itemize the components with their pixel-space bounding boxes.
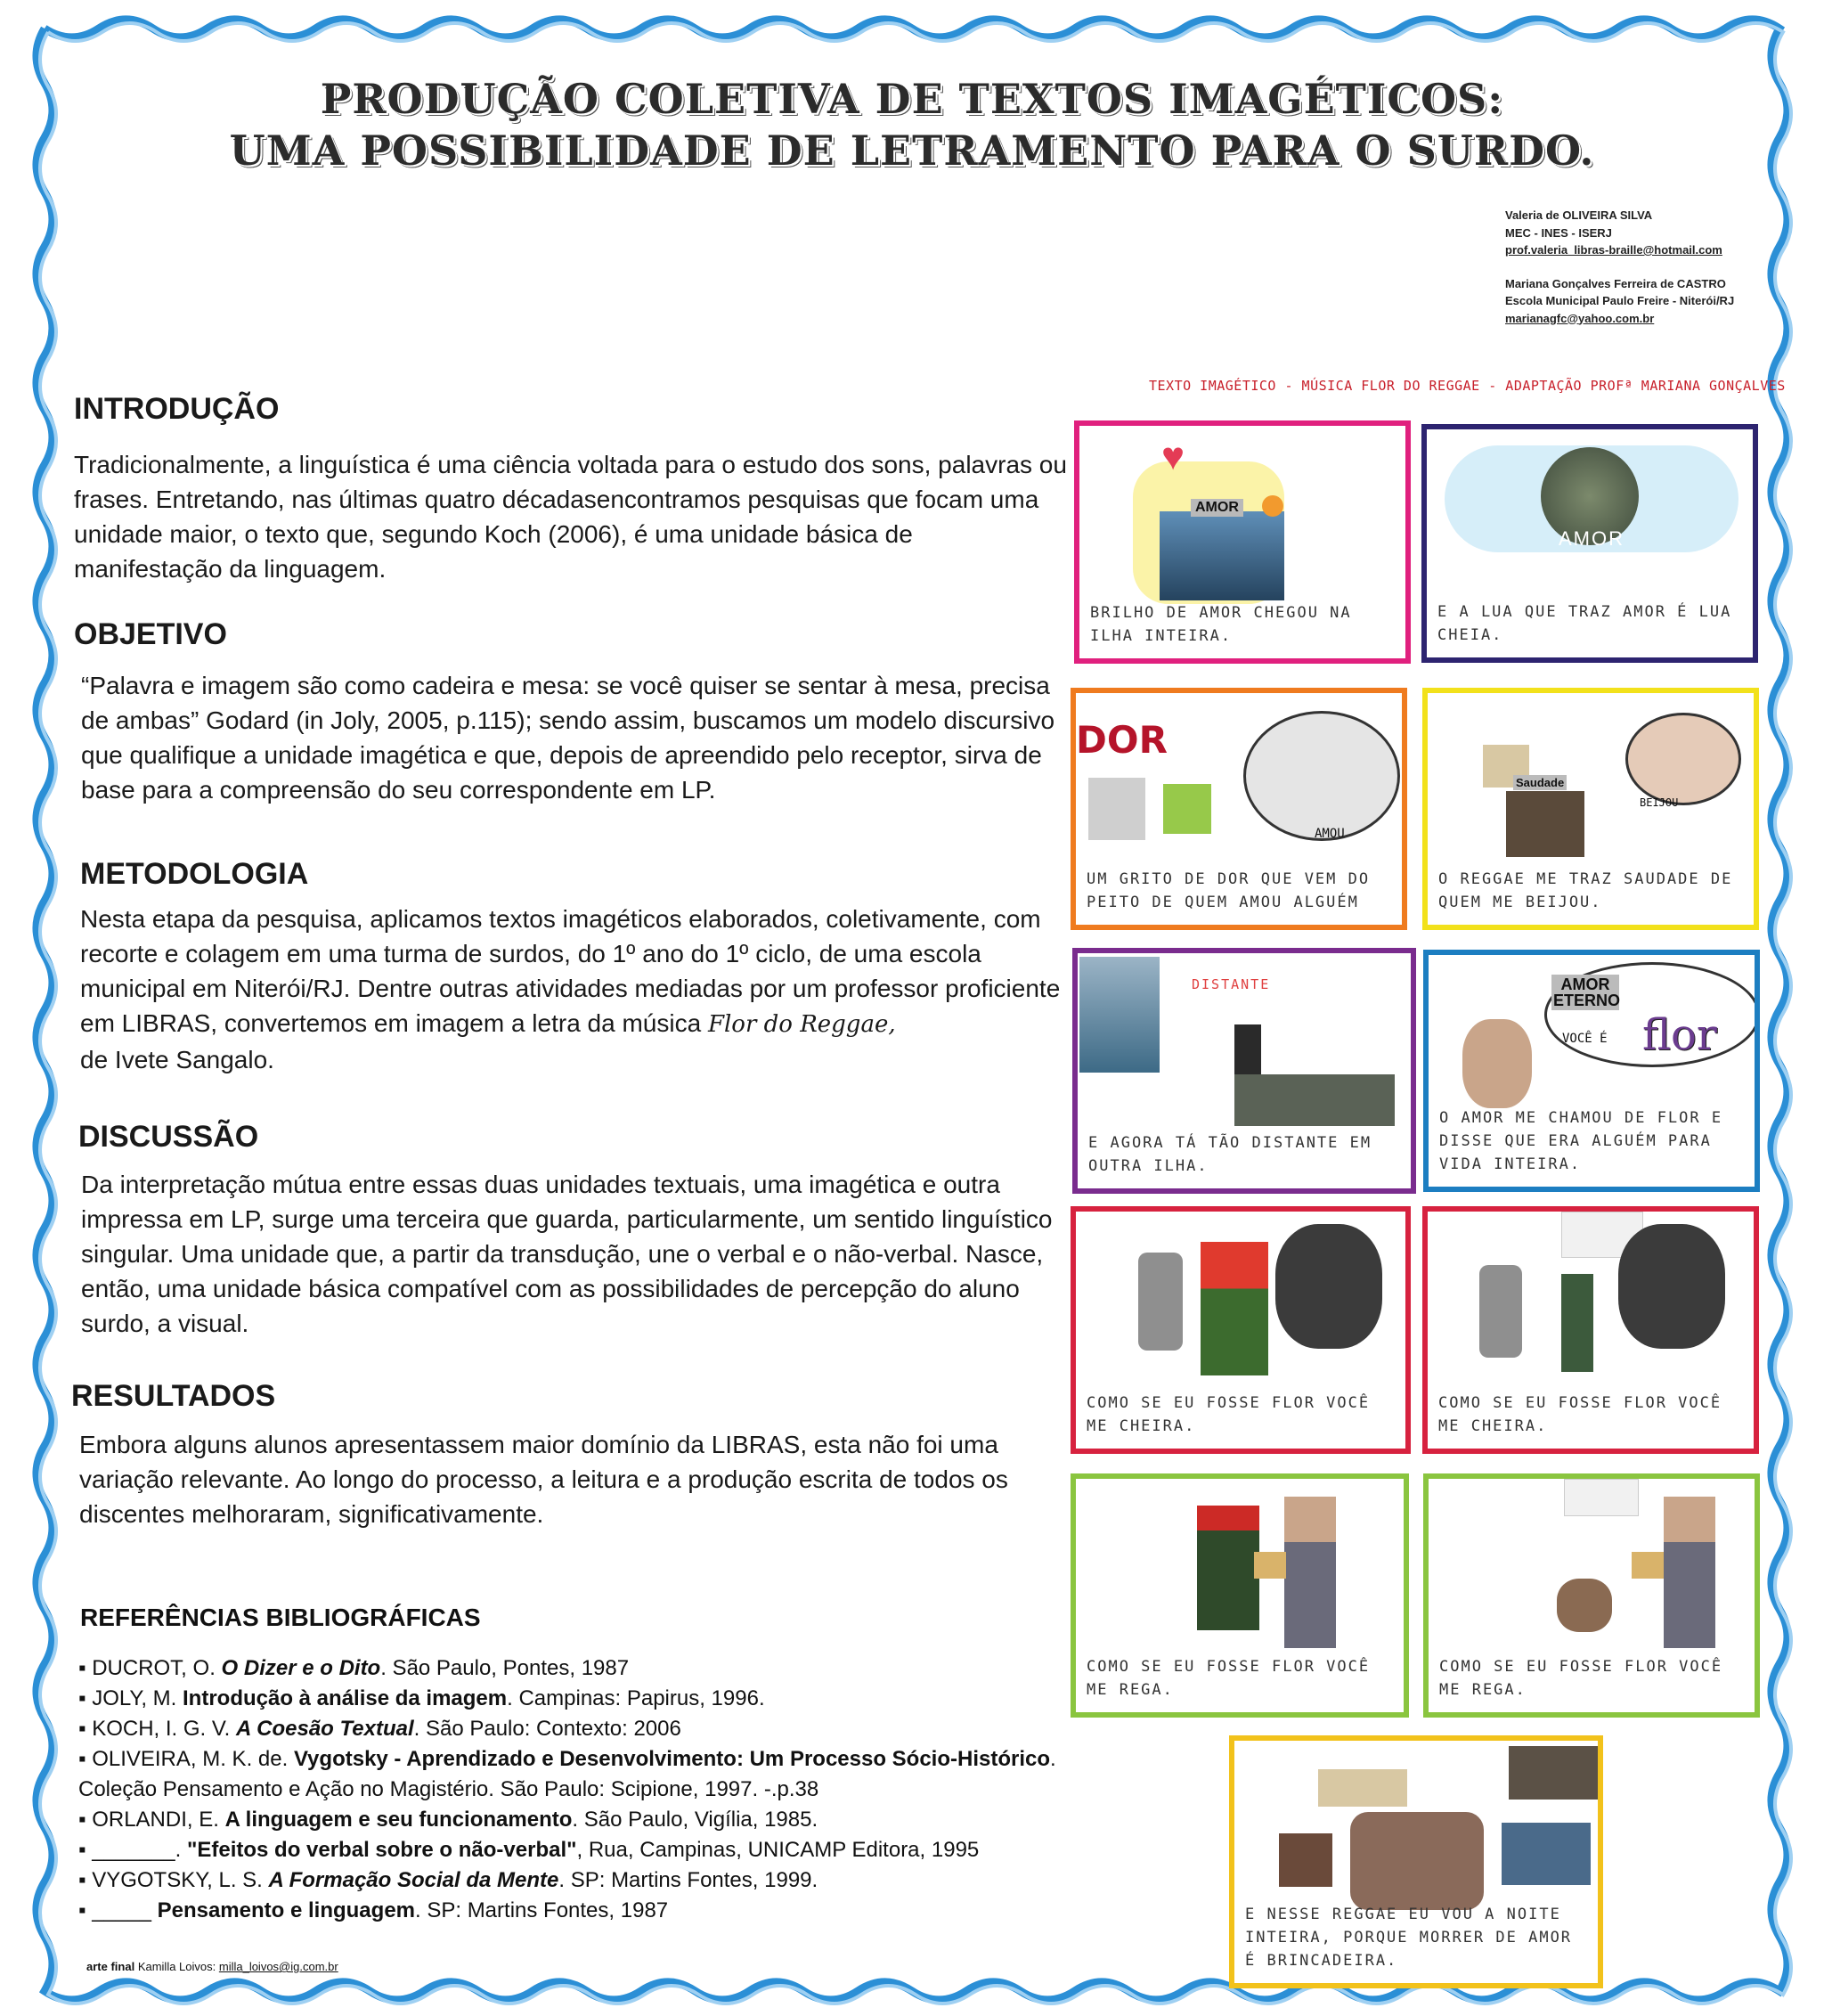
beach-photo	[1502, 1823, 1591, 1885]
authors-block	[1505, 207, 1734, 327]
woman-portrait	[1557, 1579, 1612, 1632]
panel-8	[1422, 1206, 1759, 1454]
heart-icon: ♥	[1161, 435, 1185, 478]
man-watering-photo	[1284, 1497, 1336, 1648]
kiss-photo	[1243, 711, 1400, 841]
panel-6	[1423, 950, 1760, 1192]
reference-details: . São Paulo, Pontes, 1987	[380, 1656, 630, 1680]
credit-label: arte final	[86, 1960, 135, 1973]
reference-author: VYGOTSKY, L. S.	[92, 1868, 269, 1892]
nose-photo	[1138, 1253, 1183, 1351]
panel-6-label3: flor	[1642, 1010, 1717, 1060]
dancing-crowd-photo	[1350, 1812, 1484, 1910]
bullet-icon: ▪	[78, 1747, 93, 1771]
woman-photo	[1561, 1274, 1593, 1372]
panel-2-caption: E A LUA QUE TRAZ AMOR É LUA CHEIA.	[1437, 603, 1732, 644]
panel-5-label: DISTANTE	[1192, 976, 1271, 992]
discussion-paragraph: Da interpretação mútua entre essas duas unidades textuais, uma imagética e outra impressa em LP, surge uma terceira que guarda, particularmente, um sentido linguístico singular. Uma unidade que, a partir da transdução, une o verbal e o não-verbal. Nasce, então, uma unidade básica compatível com as possibilidades de percepção do aluno surdo, a visual.	[81, 1171, 1053, 1337]
music-notes-shape	[1318, 1769, 1407, 1807]
reference-title: A Formação Social da Mente	[268, 1868, 559, 1892]
credit-email[interactable]: milla_loivos@ig.com.br	[218, 1960, 338, 1973]
reference-author: DUCROT, O.	[92, 1656, 222, 1680]
couple-photo-2	[1509, 1746, 1598, 1800]
panel-5	[1072, 948, 1416, 1194]
reference-title: Vygotsky - Aprendizado e Desenvolvimento: Um Processo Sócio-Histórico	[293, 1747, 1051, 1771]
discussion-heading: DISCUSSÃO	[78, 1120, 259, 1154]
reference-details: . SP: Martins Fontes, 1999.	[558, 1868, 818, 1892]
reference-author: OLIVEIRA, M. K. de.	[92, 1747, 294, 1771]
panel-1-caption: BRILHO DE AMOR CHEGOU NA ILHA INTEIRA.	[1090, 604, 1352, 645]
results-heading: RESULTADOS	[71, 1379, 276, 1413]
person-left-photo	[1279, 1833, 1332, 1887]
reference-item	[78, 1896, 1076, 1926]
panel-10	[1423, 1473, 1760, 1718]
reference-author: _______.	[92, 1838, 187, 1862]
man-watering-photo-2	[1664, 1497, 1715, 1648]
reference-item	[78, 1714, 1076, 1744]
author1-institution: MEC - INES - ISERJ	[1505, 225, 1612, 240]
poster-title-line2: UMA POSSIBILIDADE DE LETRAMENTO PARA O SURDO.	[229, 127, 1595, 175]
panel-3-label: DOR	[1076, 718, 1168, 762]
scream-photo	[1088, 778, 1145, 840]
couple-photo	[1506, 791, 1584, 857]
bullet-icon: ▪	[78, 1808, 93, 1832]
panel-4-label: Saudade	[1513, 775, 1567, 790]
reference-details: . São Paulo: Contexto: 2006	[413, 1717, 681, 1741]
panel-2	[1421, 424, 1758, 663]
bullet-icon: ▪	[78, 1717, 93, 1741]
panel-1	[1074, 420, 1411, 664]
panel-6-label2: VOCÊ É	[1562, 1032, 1608, 1046]
reference-item	[78, 1835, 1076, 1865]
author2-name: Mariana Gonçalves Ferreira de CASTRO	[1505, 276, 1726, 290]
kiss-photo-2	[1625, 713, 1741, 805]
panel-4	[1422, 688, 1759, 930]
reference-details: , Rua, Campinas, UNICAMP Editora, 1995	[576, 1838, 980, 1862]
person-photo	[1079, 957, 1160, 1073]
references-list	[78, 1653, 1076, 1926]
reference-item	[78, 1684, 1076, 1714]
bullet-icon: ▪	[78, 1838, 93, 1862]
reference-title: O Dizer e o Dito	[221, 1656, 381, 1680]
watering-can	[1254, 1552, 1286, 1579]
reference-item	[78, 1805, 1076, 1835]
bullet-icon: ▪	[78, 1656, 93, 1680]
author1-name: Valeria de OLIVEIRA SILVA	[1505, 208, 1653, 222]
objective-paragraph: “Palavra e imagem são como cadeira e mesa: se você quiser se sentar à mesa, precisa de ambas” Godard (in Joly, 2005, p.115); sendo assim, buscamos um modelo discursivo que qualifique a unidade imagética e que, depois de apreendido pelo receptor, sirva de base para a compreensão do seu correspondente em LP.	[81, 672, 1055, 804]
panel-3-label2: AMOU	[1315, 827, 1345, 841]
panel-10-caption: COMO SE EU FOSSE FLOR VOCÊ ME REGA.	[1439, 1658, 1723, 1699]
author2-email[interactable]: marianagfc@yahoo.com.br	[1505, 311, 1655, 325]
reference-details: . Campinas: Papirus, 1996.	[507, 1686, 765, 1710]
panel-6-caption: O AMOR ME CHAMOU DE FLOR E DISSE QUE ERA ALGUÉM PARA VIDA INTEIRA.	[1439, 1109, 1723, 1173]
reference-item	[78, 1744, 1076, 1805]
reference-title: Introdução à análise da imagem	[183, 1686, 508, 1710]
panel-1-label: AMOR	[1191, 499, 1243, 517]
methodology-paragraph	[80, 902, 1071, 1077]
intro-paragraph: Tradicionalmente, a linguística é uma ciência voltada para o estudo dos sons, palavras ou frases. Entretando, nas últimas quatro décadasencontramos pesquisas que focam uma unidade maior, o texto que, segundo Koch (2006), é uma unidade básica de manifestação da linguagem.	[74, 451, 1067, 583]
panel-11-caption: E NESSE REGGAE EU VOU A NOITE INTEIRA, PORQUE MORRER DE AMOR É BRINCADEIRA.	[1245, 1906, 1573, 1970]
flower-photo	[1201, 1242, 1268, 1375]
reference-title: A Coesão Textual	[236, 1717, 414, 1741]
credit-name: Kamilla Loivos:	[137, 1960, 219, 1973]
credit-line	[86, 1960, 338, 1973]
intro-heading: INTRODUÇÃO	[74, 392, 280, 426]
reference-title: A linguagem e seu funcionamento	[224, 1808, 573, 1832]
reference-title: "Efeitos do verbal sobre o não-verbal"	[186, 1838, 577, 1862]
reference-details: . Coleção Pensamento e Ação no Magistério. São Paulo: Scipione, 1997. -.p.38	[78, 1747, 1056, 1801]
reference-item	[78, 1653, 1076, 1684]
panel-4-label2: BEIJOU	[1640, 796, 1679, 809]
bullet-icon: ▪	[78, 1868, 93, 1892]
reference-author: KOCH, I. G. V.	[92, 1717, 237, 1741]
panel-3-caption: UM GRITO DE DOR QUE VEM DO PEITO DE QUEM AMOU ALGUÉM	[1087, 870, 1371, 911]
methodology-text-end: de Ivete Sangalo.	[80, 1046, 274, 1073]
reference-item	[78, 1865, 1076, 1896]
island-photo-2	[1234, 1074, 1395, 1126]
panels-caption: TEXTO IMAGÉTICO - MÚSICA FLOR DO REGGAE - ADAPTAÇÃO PROFª MARIANA GONÇALVES	[1149, 378, 1786, 394]
panel-4-caption: O REGGAE ME TRAZ SAUDADE DE QUEM ME BEIJOU.	[1438, 870, 1733, 911]
roses-photo	[1197, 1506, 1259, 1630]
paper-scrap-2	[1564, 1479, 1639, 1516]
panel-3	[1071, 688, 1407, 930]
panel-9	[1071, 1473, 1409, 1718]
poster-title-line1: PRODUÇÃO COLETIVA DE TEXTOS IMAGÉTICOS:	[320, 75, 1504, 123]
song-title: Flor do Reggae,	[707, 1011, 896, 1038]
panel-6-label: AMOR ETERNO	[1553, 975, 1621, 1009]
portrait-photo	[1462, 1019, 1532, 1108]
reference-author: JOLY, M.	[92, 1686, 183, 1710]
panel-8-caption: COMO SE EU FOSSE FLOR VOCÊ ME CHEIRA.	[1438, 1394, 1722, 1435]
panel-9-caption: COMO SE EU FOSSE FLOR VOCÊ ME REGA.	[1087, 1658, 1371, 1699]
author2-institution: Escola Municipal Paulo Freire - Niterói/RJ	[1505, 294, 1735, 307]
reference-details: . São Paulo, Vigília, 1985.	[572, 1808, 818, 1832]
reference-author: _____	[92, 1898, 158, 1922]
watering-can-2	[1632, 1552, 1664, 1579]
comic-face	[1163, 784, 1211, 834]
bullet-icon: ▪	[78, 1898, 93, 1922]
reference-author: ORLANDI, E.	[92, 1808, 225, 1832]
reference-details: . SP: Martins Fontes, 1987	[415, 1898, 669, 1922]
author1-email[interactable]: prof.valeria_libras-braille@hotmail.com	[1505, 243, 1722, 257]
nose-photo-2	[1479, 1265, 1522, 1358]
methodology-text: Nesta etapa da pesquisa, aplicamos textos imagéticos elaborados, coletivamente, com recorte e colagem em uma turma de surdos, do 1º ano do 1º ciclo, de uma escola municipal em Niterói/RJ. Dentre outras atividades mediadas por um professor proficiente em LIBRAS, convertemos em imagem a letra da música	[80, 905, 1061, 1037]
methodology-heading: METODOLOGIA	[80, 857, 309, 891]
man-face-photo-2	[1618, 1224, 1725, 1349]
man-face-photo	[1275, 1224, 1382, 1349]
references-heading: REFERÊNCIAS BIBLIOGRÁFICAS	[80, 1604, 481, 1631]
panel-11	[1229, 1735, 1603, 1988]
panel-2-label: AMOR	[1559, 527, 1624, 550]
island-photo	[1160, 511, 1284, 600]
bullet-icon: ▪	[78, 1686, 93, 1710]
panel-7-caption: COMO SE EU FOSSE FLOR VOCÊ ME CHEIRA.	[1087, 1394, 1371, 1435]
sun-icon	[1262, 495, 1283, 517]
reference-title: Pensamento e linguagem	[157, 1898, 415, 1922]
panel-5-caption: E AGORA TÁ TÃO DISTANTE EM OUTRA ILHA.	[1088, 1134, 1372, 1175]
panel-7	[1071, 1206, 1411, 1454]
results-paragraph: Embora alguns alunos apresentassem maior domínio da LIBRAS, esta não foi uma variação relevante. Ao longo do processo, a leitura e a produção escrita de todos os discentes melhoraram, significativamente.	[79, 1431, 1008, 1528]
objective-heading: OBJETIVO	[74, 617, 227, 651]
